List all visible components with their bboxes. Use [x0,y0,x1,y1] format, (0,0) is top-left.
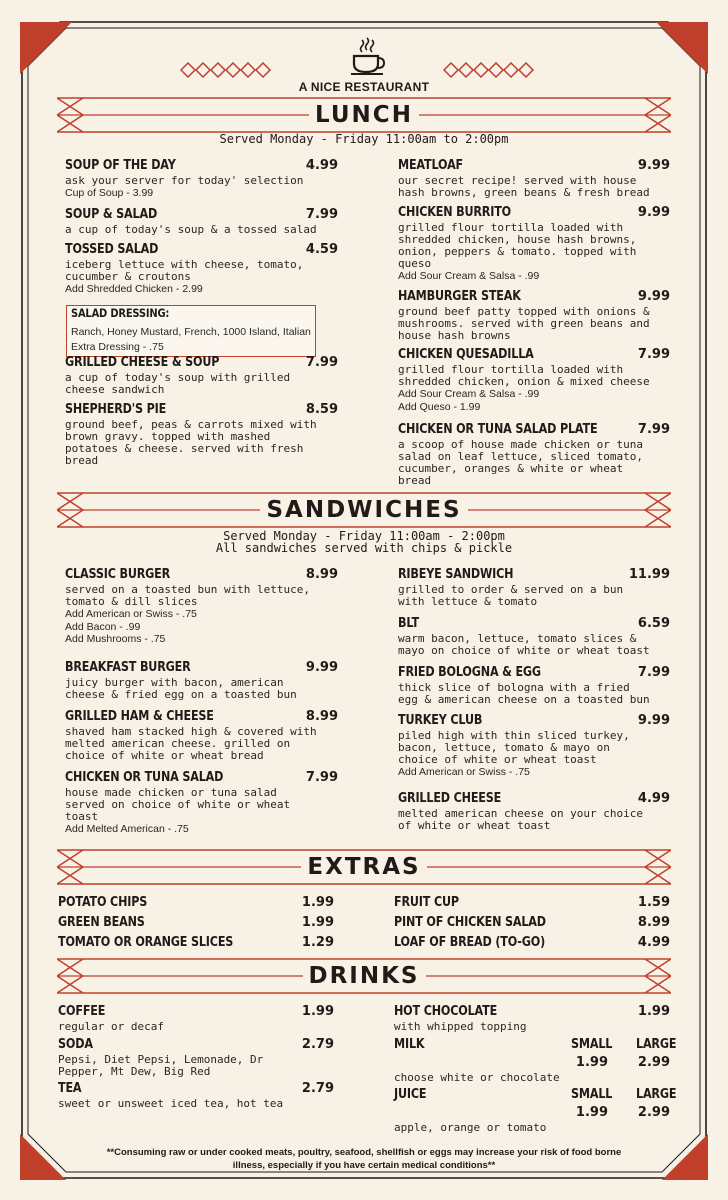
drink-price-large: 2.99 [637,1055,670,1070]
menu-item-description: a cup of today's soup & a tossed salad [65,223,317,236]
menu-item-description: warm bacon, lettuce, tomato slices & mayo on choice of white or wheat toast [398,632,650,657]
menu-item-description: grilled flour tortilla loaded with shredded chicken, house hash browns, onion, peppers & tomato. topped with queso [398,221,637,270]
extra-item-price: 1.59 [637,895,670,910]
extras-banner [57,848,671,886]
lunch-title: LUNCH [309,102,419,128]
drink-price-large: 2.99 [637,1105,670,1120]
sandwiches-title: SANDWICHES [260,497,467,523]
coffee-cup-icon [348,36,386,76]
menu-item-description: house made chicken or tuna salad served on choice of white or wheat toast [65,786,291,823]
menu-item-name: CHICKEN QUESADILLA [398,347,534,362]
drink-description: Pepsi, Diet Pepsi, Lemonade, Dr Pepper, Mt Dew, Big Red [58,1053,264,1078]
sandwiches-served-hours: Served Monday - Friday 11:00am - 2:00pm [223,529,505,543]
drink-price: 1.99 [301,1004,334,1019]
menu-item-price: 7.99 [637,665,670,680]
extra-item-name: PINT OF CHICKEN SALAD [394,915,546,930]
diamond-ornament [444,63,458,77]
menu-item-description: a scoop of house made chicken or tuna salad on leaf lettuce, sliced tomato, cucumber, oranges & white or wheat bread [398,438,644,487]
menu-item-description: a cup of today's soup with grilled cheese sandwich [65,371,291,396]
menu-item-name: TOSSED SALAD [65,242,159,257]
drinks-banner [57,957,671,995]
menu-item-name: FRIED BOLOGNA & EGG [398,665,541,680]
extra-item-name: TOMATO OR ORANGE SLICES [58,935,234,950]
menu-item-description: melted american cheese on your choice of white or wheat toast [398,807,644,832]
menu-item-description: juicy burger with bacon, american cheese & fried egg on a toasted bun [65,676,297,701]
menu-item-price: 7.99 [305,355,338,370]
menu-item-price: 8.99 [305,567,338,582]
menu-item-description: piled high with thin sliced turkey, bacon, lettuce, tomato & mayo on choice of white or wheat toast [398,729,630,766]
menu-item-name: BLT [398,616,419,631]
menu-item-name: BREAKFAST BURGER [65,660,191,675]
menu-item-price: 9.99 [637,205,670,220]
restaurant-name: A NICE RESTAURANT [298,80,430,94]
menu-item-addon: Add Mushrooms - .75 [65,633,166,645]
diamond-ornament [459,63,473,77]
drink-description: with whipped topping [394,1020,527,1033]
drink-name: MILK [394,1037,425,1052]
menu-item-price: 11.99 [628,567,670,582]
menu-item-addon: Cup of Soup - 3.99 [65,187,154,199]
menu-item-price: 4.99 [637,791,670,806]
menu-item-description: thick slice of bologna with a fried egg & american cheese on a toasted bun [398,681,650,706]
menu-item-name: GRILLED CHEESE [398,791,502,806]
menu-item-name: CLASSIC BURGER [65,567,171,582]
drink-price-small: 1.99 [575,1105,608,1120]
food-safety-disclaimer: **Consuming raw or under cooked meats, poultry, seafood, shellfish or eggs may increase your risk of food borne illness, especially if you have certain medical conditions** [106,1147,622,1171]
drink-name: HOT CHOCOLATE [394,1004,498,1019]
lunch-served-hours: Served Monday - Friday 11:00am to 2:00pm [219,132,509,146]
drink-name: COFFEE [58,1004,106,1019]
menu-item-price: 9.99 [305,660,338,675]
menu-item-addon: Add Shredded Chicken - 2.99 [65,283,203,295]
drink-description: regular or decaf [58,1020,164,1033]
salad-dressing-title: SALAD DRESSING: [71,306,170,320]
menu-item-price: 6.59 [637,616,670,631]
menu-item-price: 8.59 [305,402,338,417]
drink-price: 1.99 [637,1004,670,1019]
drink-name: TEA [58,1081,82,1096]
menu-item-name: GRILLED HAM & CHEESE [65,709,214,724]
menu-item-description: ask your server for today' selection [65,174,304,187]
extra-item-price: 1.99 [301,915,334,930]
corner-ornament-top-right [656,22,708,74]
diamond-ornament [519,63,533,77]
menu-item-price: 8.99 [305,709,338,724]
extra-item-price: 1.29 [301,935,334,950]
menu-item-price: 7.99 [637,347,670,362]
menu-item-name: MEATLOAF [398,158,464,173]
extras-title: EXTRAS [301,854,426,880]
corner-ornament-top-left [20,22,72,74]
extra-item-name: FRUIT CUP [394,895,459,910]
salad-dressing-extra: Extra Dressing - .75 [71,341,164,353]
drink-name: JUICE [394,1087,427,1102]
drinks-title: DRINKS [303,963,426,989]
menu-item-description: ground beef patty topped with onions & mushrooms. served with green beans and house hash browns [398,305,650,342]
menu-item-price: 4.59 [305,242,338,257]
menu-item-description: grilled to order & served on a bun with lettuce & tomato [398,583,624,608]
extra-item-price: 4.99 [637,935,670,950]
menu-item-description: our secret recipe! served with house hash browns, green beans & fresh bread [398,174,650,199]
extra-item-price: 8.99 [637,915,670,930]
drink-price: 2.79 [301,1037,334,1052]
menu-item-price: 7.99 [305,770,338,785]
menu-item-name: SOUP OF THE DAY [65,158,176,173]
menu-item-price: 9.99 [637,713,670,728]
menu-item-addon: Add Queso - 1.99 [398,400,481,413]
menu-item-description: shaved ham stacked high & covered with melted american cheese. grilled on choice of white or wheat bread [65,725,317,762]
menu-item-description: ground beef, peas & carrots mixed with brown gravy. topped with mashed potatoes & cheese. served with fresh bread [65,418,317,467]
sandwiches-note: All sandwiches served with chips & pickle [215,541,513,555]
drink-description: apple, orange or tomato [394,1121,547,1134]
size-label-small: SMALL [571,1037,613,1052]
menu-item-price: 9.99 [637,289,670,304]
menu-item-name: CHICKEN OR TUNA SALAD [65,770,224,785]
menu-item-addon: Add American or Swiss - .75 [398,766,530,778]
corner-ornament-bottom-right [662,1134,708,1180]
menu-item-addon: Add Bacon - .99 [65,620,141,633]
menu-item-addon: Add Sour Cream & Salsa - .99 [398,270,540,282]
diamond-ornament [226,63,240,77]
diamond-ornament-left [180,62,272,78]
menu-item-name: TURKEY CLUB [398,713,483,728]
extra-item-name: GREEN BEANS [58,915,145,930]
extra-item-name: LOAF OF BREAD (TO-GO) [394,935,546,950]
menu-item-price: 4.99 [305,158,338,173]
menu-item-name: CHICKEN OR TUNA SALAD PLATE [398,422,598,437]
diamond-ornament [211,63,225,77]
drink-price: 2.79 [301,1081,334,1096]
menu-item-name: SOUP & SALAD [65,207,158,222]
diamond-ornament [474,63,488,77]
menu-item-name: SHEPHERD'S PIE [65,402,167,417]
menu-item-name: RIBEYE SANDWICH [398,567,514,582]
menu-item-addon: Add Sour Cream & Salsa - .99 [398,388,540,400]
size-label-large: LARGE [636,1087,677,1102]
drink-description: sweet or unsweet iced tea, hot tea [58,1097,284,1110]
size-label-small: SMALL [571,1087,613,1102]
diamond-ornament [181,63,195,77]
corner-ornament-bottom-left [20,1134,66,1180]
diamond-ornament [489,63,503,77]
extra-item-price: 1.99 [301,895,334,910]
menu-item-name: CHICKEN BURRITO [398,205,512,220]
drink-name: SODA [58,1037,93,1052]
menu-item-description: served on a toasted bun with lettuce, tomato & dill slices [65,583,311,608]
menu-item-price: 9.99 [637,158,670,173]
size-label-large: LARGE [636,1037,677,1052]
salad-dressing-options: Ranch, Honey Mustard, French, 1000 Island, Italian [71,326,311,338]
menu-item-price: 7.99 [305,207,338,222]
menu-item-addon: Add American or Swiss - .75 [65,608,197,620]
diamond-ornament [256,63,270,77]
lunch-banner [57,96,671,134]
diamond-ornament [504,63,518,77]
extra-item-name: POTATO CHIPS [58,895,148,910]
menu-item-name: HAMBURGER STEAK [398,289,521,304]
menu-item-addon: Add Melted American - .75 [65,823,189,835]
menu-item-price: 7.99 [637,422,670,437]
diamond-ornament [196,63,210,77]
menu-item-description: grilled flour tortilla loaded with shredded chicken, onion & mixed cheese [398,363,650,388]
menu-item-name: GRILLED CHEESE & SOUP [65,355,220,370]
drink-price-small: 1.99 [575,1055,608,1070]
menu-item-description: iceberg lettuce with cheese, tomato, cucumber & croutons [65,258,304,283]
diamond-ornament-right [443,62,535,78]
sandwiches-banner [57,491,671,529]
drink-description: choose white or chocolate [394,1071,560,1084]
diamond-ornament [241,63,255,77]
